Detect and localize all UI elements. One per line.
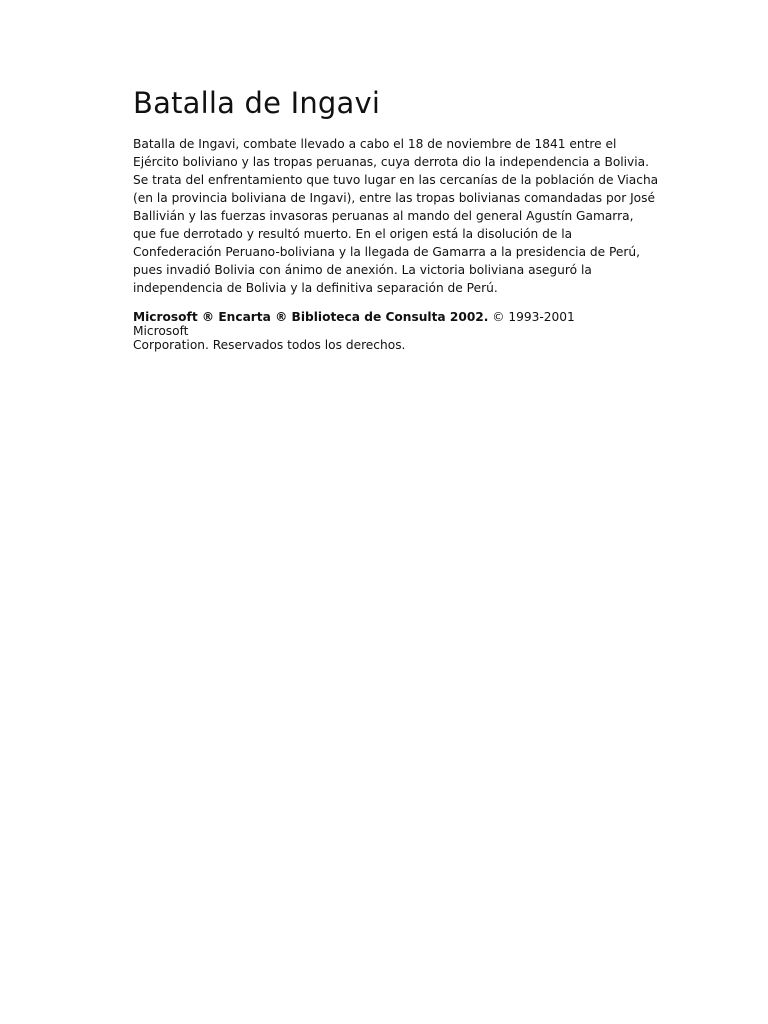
body-line: independencia de Bolivia y la definitiva separación de Perú. [133, 281, 498, 295]
body-line: (en la provincia boliviana de Ingavi), entre las tropas bolivianas comandadas por José [133, 191, 655, 205]
source-citation [133, 310, 633, 352]
body-line: Se trata del enfrentamiento que tuvo lugar en las cercanías de la población de Viacha [133, 173, 659, 187]
body-line: que fue derrotado y resultó muerto. En el origen está la disolución de la [133, 227, 573, 241]
body-line: Batalla de Ingavi, combate llevado a cabo el 18 de noviembre de 1841 entre el [133, 137, 617, 151]
body-line: pues invadió Bolivia con ánimo de anexión. La victoria boliviana aseguró la [133, 263, 592, 277]
source-rights-text: Corporation. Reservados todos los derechos. [133, 338, 406, 352]
body-line: Confederación Peruano-boliviana y la llegada de Gamarra a la presidencia de Perú, [133, 245, 641, 259]
source-bold-text: Microsoft ® Encarta ® Biblioteca de Consulta 2002. [133, 310, 489, 324]
document-title: Batalla de Ingavi [133, 86, 381, 120]
body-line: Ejército boliviano y las tropas peruanas, cuya derrota dio la independencia a Bolivia. [133, 155, 649, 169]
document-page [133, 84, 659, 352]
body-line: Ballivián y las fuerzas invasoras peruanas al mando del general Agustín Gamarra, [133, 209, 634, 223]
source-copyright-text: © 1993-2001 Microsoft [133, 310, 575, 338]
article-body [133, 135, 659, 297]
